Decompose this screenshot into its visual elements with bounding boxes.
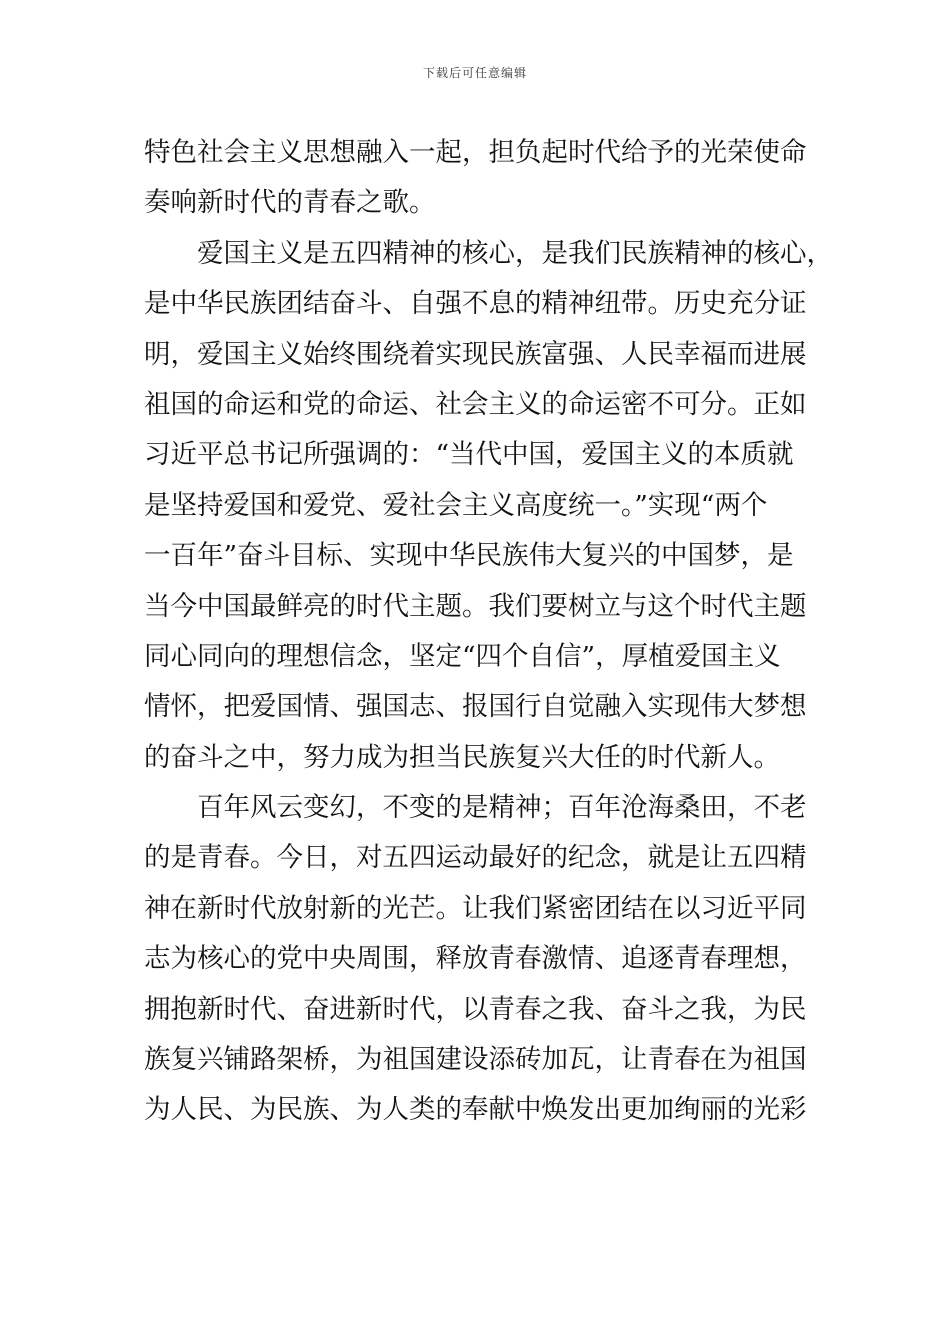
text-line: 明，爱国主义始终围绕着实现民族富强、人民幸福而进展 xyxy=(144,338,807,370)
text-line: 百年风云变幻，不变的是精神；百年沧海桑田，不老 xyxy=(197,792,807,824)
text-line: 的奋斗之中，努力成为担当民族复兴大任的时代新人。 xyxy=(144,741,780,773)
text-line: 为人民、为民族、为人类的奉献中焕发出更加绚丽的光彩 xyxy=(144,1094,807,1126)
text-line: 习近平总书记所强调的：“当代中国，爱国主义的本质就 xyxy=(144,439,794,471)
text-line: 的是青春。今日，对五四运动最好的纪念，就是让五四精 xyxy=(144,842,807,874)
text-line: 奏响新时代的青春之歌。 xyxy=(144,187,436,219)
text-line: 拥抱新时代、奋进新时代，以青春之我、奋斗之我，为民 xyxy=(144,993,807,1025)
text-line: 情怀，把爱国情、强国志、报国行自觉融入实现伟大梦想 xyxy=(144,691,807,723)
text-line: 祖国的命运和党的命运、社会主义的命运密不可分。正如 xyxy=(144,388,807,420)
text-line: 志为核心的党中央周围，释放青春激情、追逐青春理想， xyxy=(144,943,807,975)
paragraph-2 xyxy=(144,229,833,783)
text-line: 特色社会主义思想融入一起，担负起时代给予的光荣使命 xyxy=(144,137,807,168)
text-line: 爱国主义是五四精神的核心，是我们民族精神的核心， xyxy=(197,237,833,269)
text-line: 神在新时代放射新的光芒。让我们紧密团结在以习近平同 xyxy=(144,892,807,924)
text-line: 是中华民族团结奋斗、自强不息的精神纽带。历史充分证 xyxy=(144,288,807,320)
text-line: 当今中国最鲜亮的时代主题。我们要树立与这个时代主题 xyxy=(144,590,807,622)
text-line: 同心同向的理想信念，坚定“四个自信”，厚植爱国主义 xyxy=(144,640,781,672)
text-line: 族复兴铺路架桥，为祖国建设添砖加瓦，让青春在为祖国 xyxy=(144,1044,807,1076)
text-line: 一百年”奋斗目标、实现中华民族伟大复兴的中国梦，是 xyxy=(144,540,794,572)
paragraph-1 xyxy=(144,128,824,229)
page-header: 下载后可任意编辑 xyxy=(422,66,527,80)
text-line: 是坚持爱国和爱党、爱社会主义高度统一。”实现“两个 xyxy=(144,489,768,521)
paragraph-3 xyxy=(144,783,824,1136)
document-body xyxy=(144,128,833,1136)
